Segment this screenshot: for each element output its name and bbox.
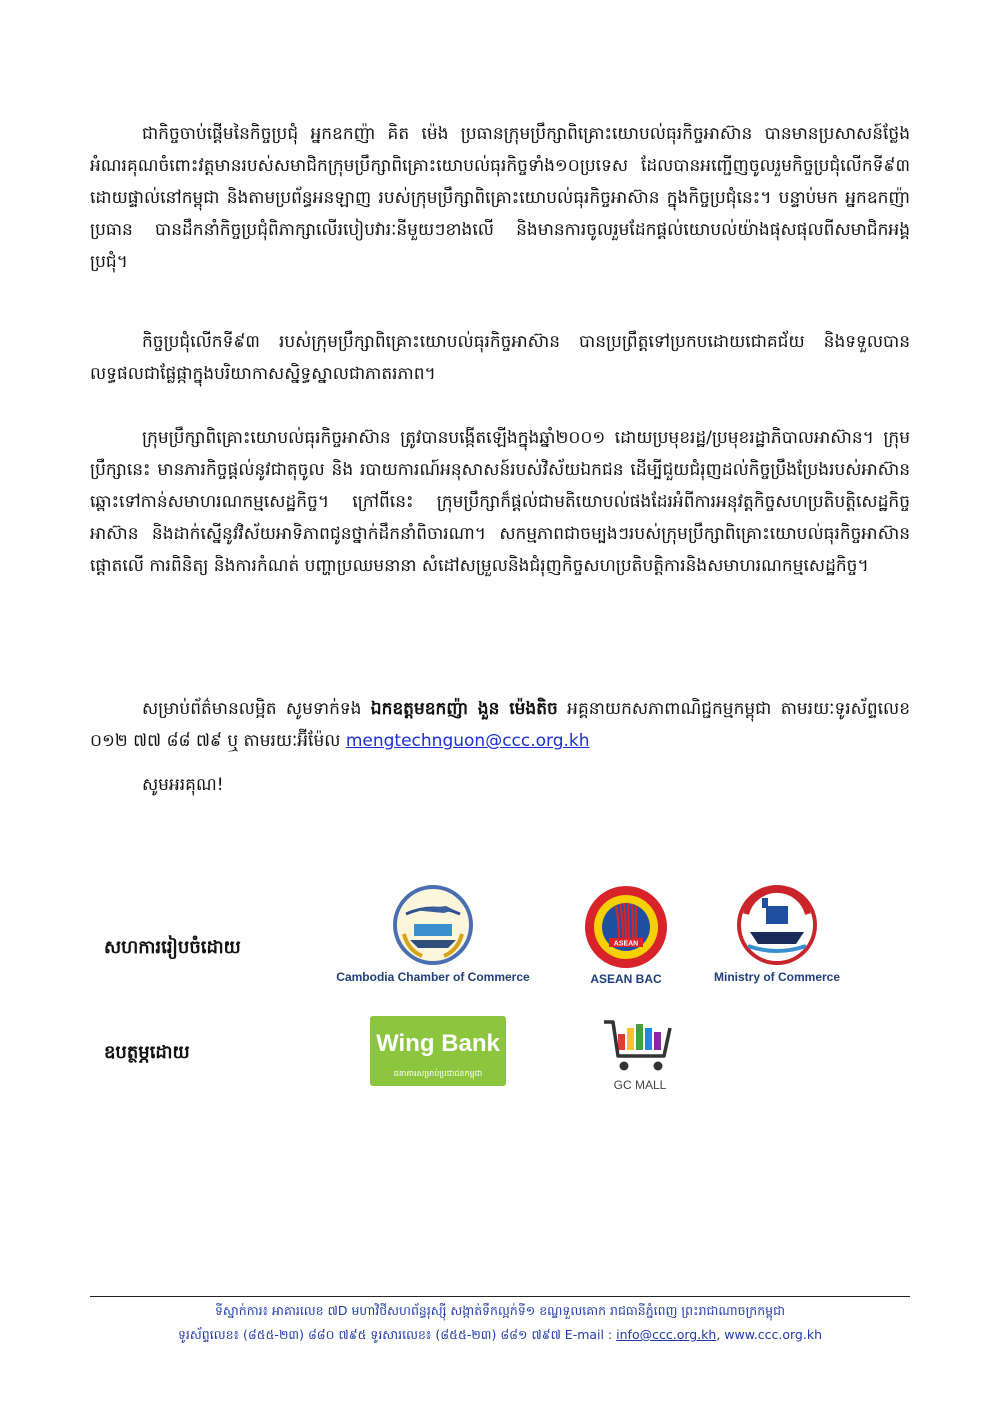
- asean-inner-text: ASEAN: [613, 940, 639, 948]
- wing-bank-name: Wing Bank: [376, 1030, 500, 1057]
- moc-caption: Ministry of Commerce: [713, 970, 841, 984]
- contact-intro-text: សម្រាប់ព័ត៌មានលម្អិត សូមទាក់ទង: [142, 699, 371, 719]
- moc-logo-block: [702, 884, 852, 984]
- wing-bank-subtitle: ធនាគារសម្រាប់ប្រជាជនកម្ពុជា: [393, 1069, 483, 1078]
- thanks-text: សូមអរគុណ!: [142, 775, 224, 795]
- moc-emblem-icon: [732, 884, 822, 966]
- footer-email-link[interactable]: info@ccc.org.kh: [616, 1327, 717, 1342]
- paragraph-council-background: ក្រុមប្រឹក្សាពិគ្រោះយោបល់ធុរកិច្ចអាស៊ាន ត្រូវបានបង្កើតឡើងក្នុងឆ្នាំ២០០១ ដោយប្រមុខរដ្ឋ/ប្រមុខរដ្ឋាភិបាលអាស៊ាន។ ក្រុមប្រឹក្សានេះ មានភារកិច្ចផ្តល់នូវជាតុចូល និង របាយការណ៍អនុសាសន៍របស់វិស័យឯកជន ដើម្បីជួយជំរុញដល់កិច្ចប្រឹងប្រែងរបស់អាស៊ានឆ្ពោះទៅកាន់សមាហរណកម្មសេដ្ឋកិច្ច។ ក្រៅពីនេះ ក្រុមប្រឹក្សាក៏ផ្តល់ជាមតិយោបល់ផងដែរអំពីការអនុវត្តកិច្ចសហប្រតិបត្តិសេដ្ឋកិច្ចអាស៊ាន និងដាក់ស្នើនូវវិស័យអាទិភាពជូនថ្នាក់ដឹកនាំពិចារណា។ សកម្មភាពជាចម្បងៗរបស់ក្រុមប្រឹក្សាពិគ្រោះយោបល់ធុរកិច្ចអាស៊ាន ផ្តោតលើ ការពិនិត្យ និងការកំណត់ បញ្ហាប្រឈមនានា សំដៅសម្រួលនិងជំរុញកិច្ចសហប្រតិបត្តិការនិងសមាហរណកម្មសេដ្ឋកិច្ច។: [90, 428, 910, 576]
- asean-emblem-icon: [583, 884, 669, 970]
- asean-bac-caption: ASEAN BAC: [590, 972, 662, 986]
- sponsors-label: ឧបត្ថម្ភដោយ: [104, 1042, 190, 1063]
- ccc-logo-block: [318, 884, 548, 984]
- contact-email-link[interactable]: mengtechnguon@ccc.org.kh: [345, 731, 590, 751]
- gc-mall-logo-block: [592, 1016, 688, 1092]
- gc-mall-caption: GC MALL: [613, 1078, 667, 1092]
- ccc-emblem-icon: [388, 884, 478, 966]
- footer-phone-fax: ទូរស័ព្ទលេខ៖ (៨៥៥-២៣) ៨៨០ ៧៩៥ ទូរសារលេខ៖ (៨៥៥-២៣) ៨៨១ ៧៩៧ E-mail :: [178, 1327, 617, 1342]
- wing-bank-logo: [370, 1016, 506, 1086]
- shopping-cart-icon: [600, 1016, 680, 1076]
- footer-contacts: [60, 1327, 940, 1346]
- footer-website: , www.ccc.org.kh: [716, 1327, 822, 1342]
- asean-bac-logo-block: [566, 884, 686, 986]
- paragraph-meeting-result: កិច្ចប្រជុំលើកទី៩៣ របស់ក្រុមប្រឹក្សាពិគ្រោះយោបល់ធុរកិច្ចអាស៊ាន បានប្រព្រឹត្តទៅប្រកបដោយជោគជ័យ និងទទួលបានលទ្ធផលជាផ្លែផ្កាក្នុងបរិយាកាសស្និទ្ធស្នាលជាភាតរភាព។: [90, 332, 910, 384]
- paragraph-meeting-opening: ជាកិច្ចចាប់ផ្តើមនៃកិច្ចប្រជុំ អ្នកឧកញ៉ា គិត ម៉េង ប្រធានក្រុមប្រឹក្សាពិគ្រោះយោបល់ធុរកិច្ចអាស៊ាន បានមានប្រសាសន៍ថ្លែងអំណរគុណចំពោះវត្តមានរបស់សមាជិកក្រុមប្រឹក្សាពិគ្រោះយោបល់ធុរកិច្ចទាំង១០ប្រទេស ដែលបានអញ្ជើញចូលរួមកិច្ចប្រជុំលើកទី៩៣ ដោយផ្ទាល់នៅកម្ពុជា និងតាមប្រព័ន្ធអនឡាញ របស់ក្រុមប្រឹក្សាពិគ្រោះយោបល់ធុរកិច្ចអាស៊ាន ក្នុងកិច្ចប្រជុំនេះ។ បន្ទាប់មក អ្នកឧកញ៉ា ប្រធាន បានដឹកនាំកិច្ចប្រជុំពិភាក្សាលើរបៀបវារៈនីមួយៗខាងលើ និងមានការចូលរួមដែកផ្តល់យោបល់យ៉ាងផុសផុលពីសមាជិកអង្គប្រជុំ។: [90, 124, 910, 272]
- contact-person-name: ឯកឧត្តមឧកញ៉ា ងួន ម៉េងតិច: [370, 699, 558, 719]
- footer-divider: [90, 1296, 910, 1297]
- organizers-label: សហការរៀបចំដោយ: [104, 937, 241, 958]
- paragraph-contact-info: [90, 693, 910, 757]
- ccc-caption: Cambodia Chamber of Commerce: [336, 970, 530, 984]
- wing-bank-logo-block: [368, 1016, 508, 1086]
- footer-address: ទីស្នាក់ការ៖ អាគារលេខ ៧D មហាវិថីសហព័ន្ធរុស្ស៊ី សង្កាត់ទឹកល្អក់ទី១ ខណ្ឌទួលគោក រាជធានីភ្នំពេញ ព្រះរាជាណាចក្រកម្ពុជា: [214, 1303, 786, 1318]
- contact-details-text: អគ្គនាយកសភាពាណិជ្ជកម្មកម្ពុជា តាមរយៈទូរស័ព្ទលេខ ០១២ ៧៧ ៨៨ ៧៩ ឬ តាមរយៈអ៊ីម៉ែល: [90, 699, 910, 751]
